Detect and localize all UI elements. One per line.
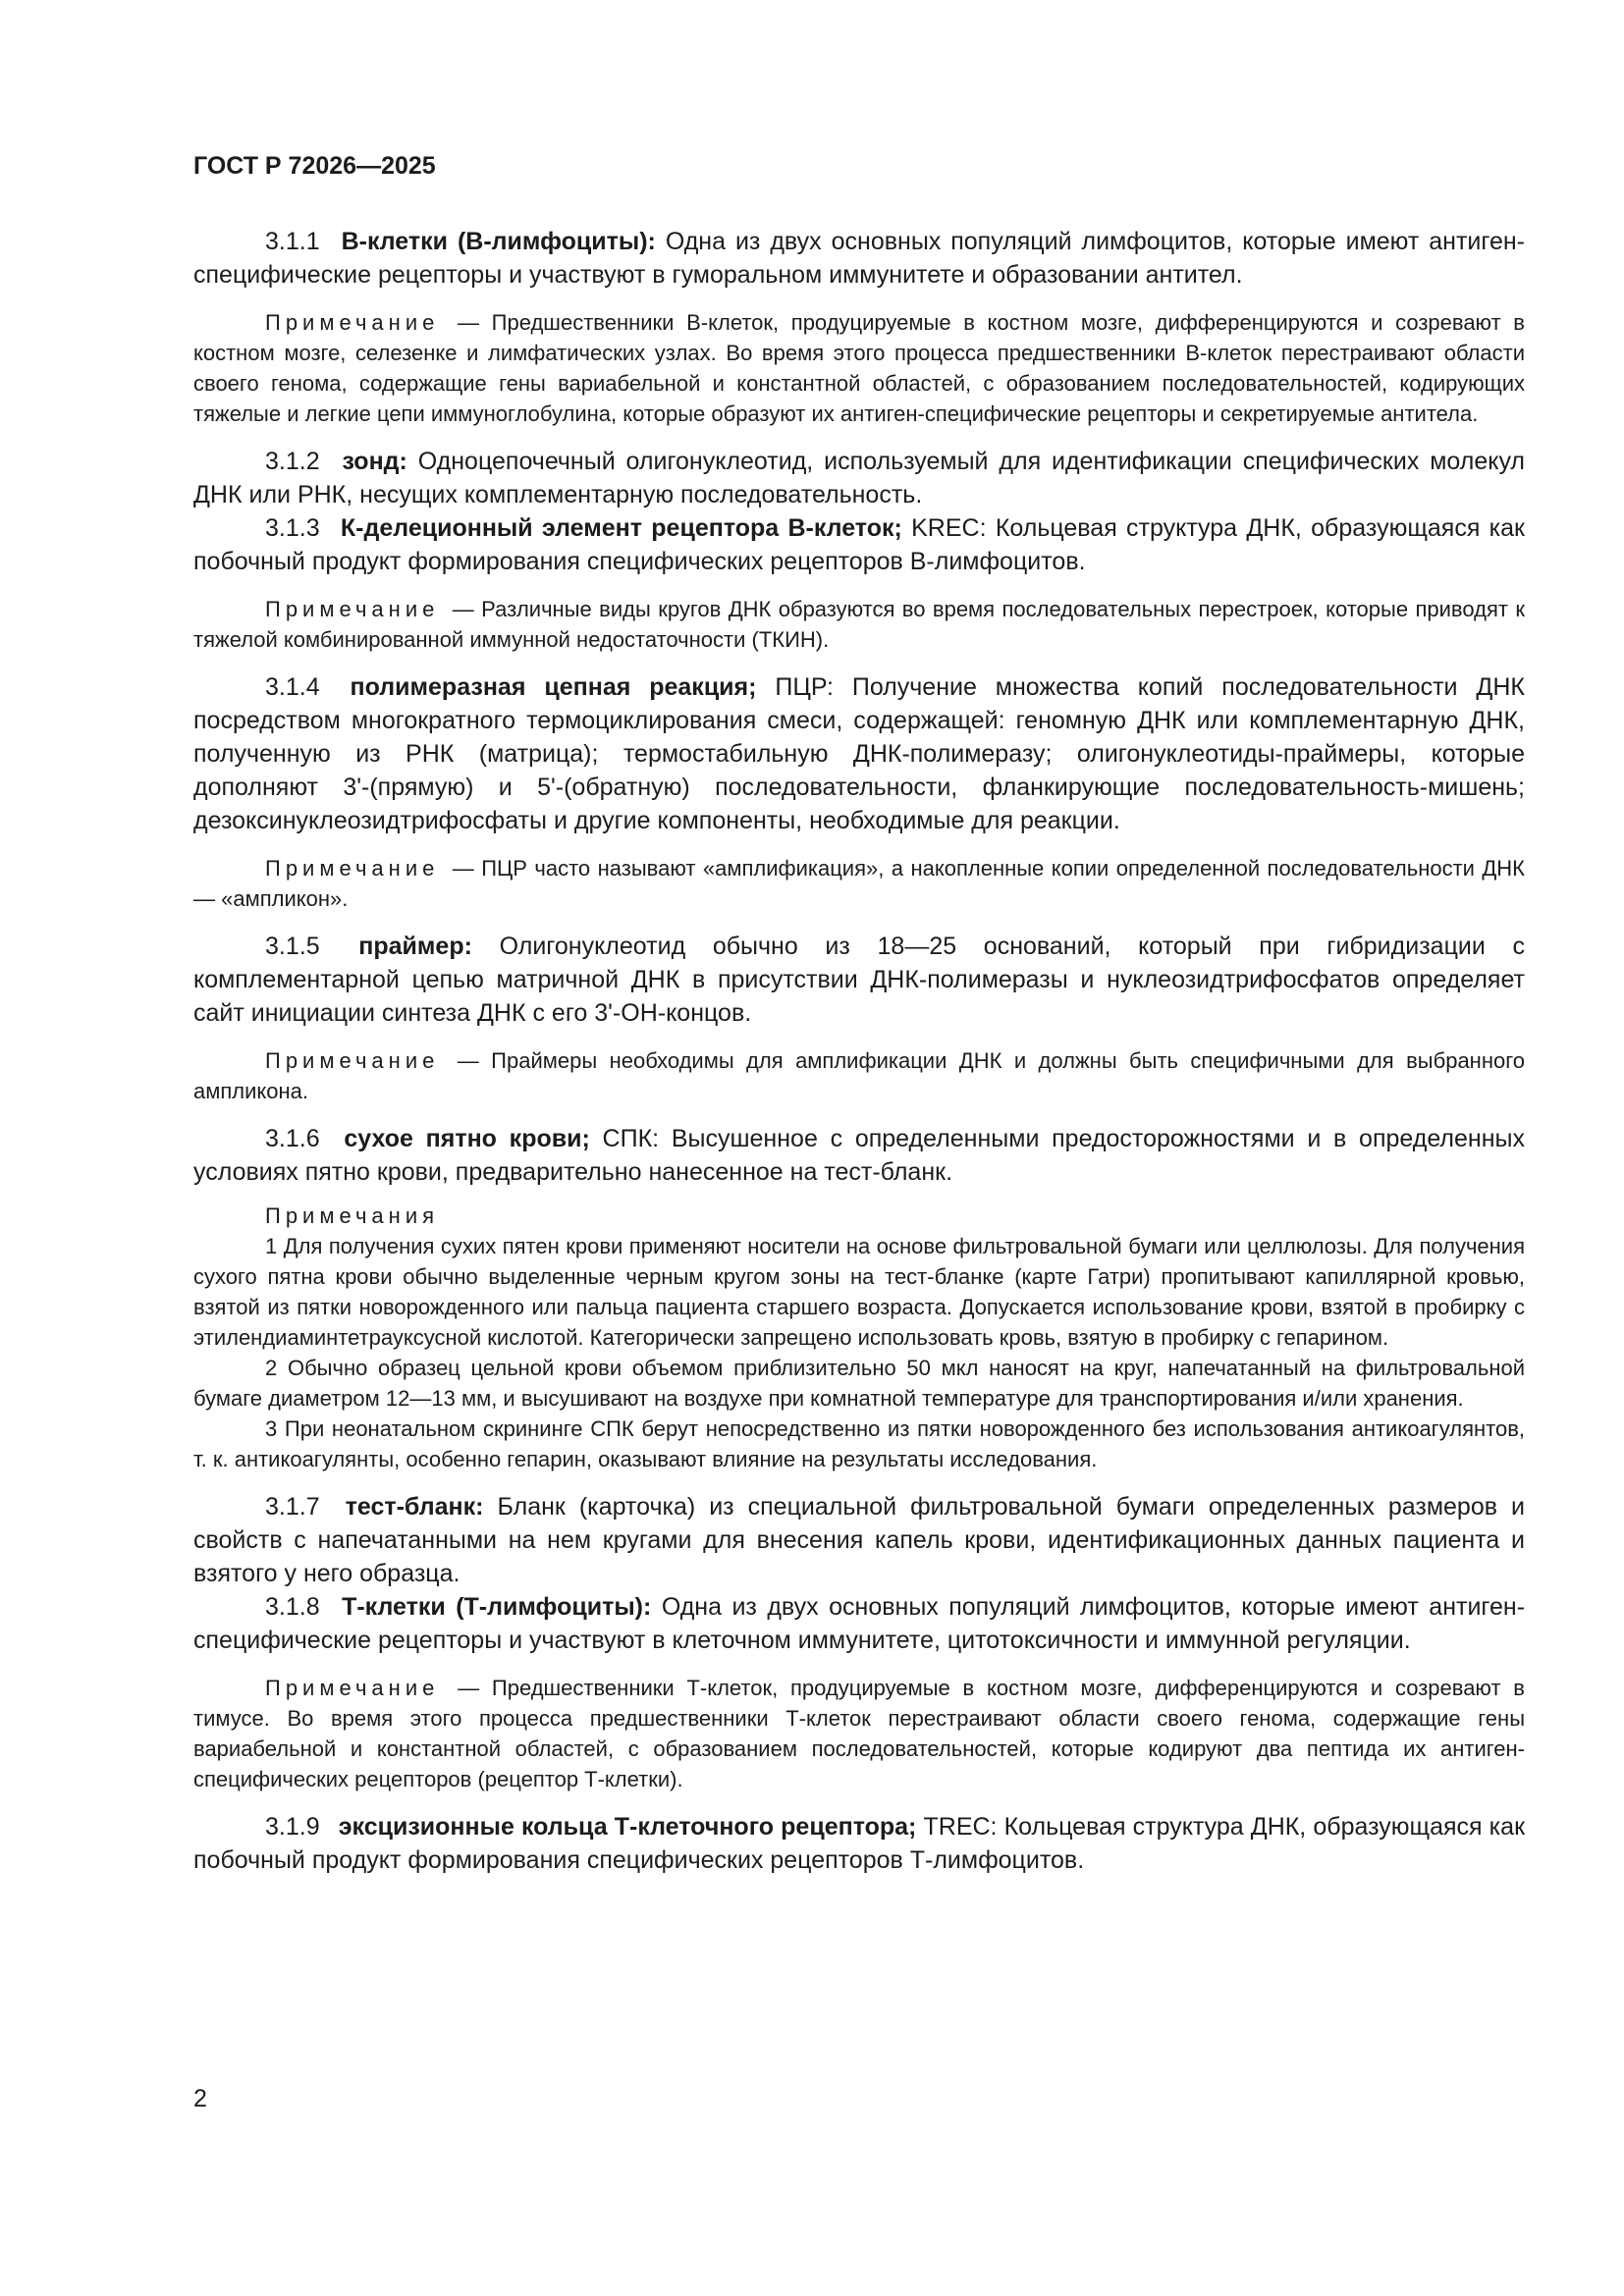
term-entry <box>193 511 1525 578</box>
term-number: 3.1.1 <box>265 228 320 255</box>
term-note <box>193 594 1525 655</box>
numbered-note: 3 При неонатальном скрининге СПК берут непосредственно из пятки новорожденного без использования антикоагулянтов, т. к. антикоагулянты, особенно гепарин, оказывают влияние на результаты исследования. <box>193 1416 1525 1471</box>
numbered-note: 1 Для получения сухих пятен крови применяют носители на основе фильтровальной бумаги или целлюлозы. Для получения сухого пятна крови обычно выделенные черным кругом зоны на тест-бланке (карте Гатри) пропитывают капиллярной кровью, взятой из пятки новорожденного или пальца пациента старшего возраста. Допускается использование крови, взятой в пробирку с этилендиаминтетрауксусной кислотой. Категорически запрещено использовать кровь, взятую в пробирку с гепарином. <box>193 1234 1525 1350</box>
page-number: 2 <box>193 2085 207 2112</box>
term-abbreviation: ПЦР: <box>775 673 834 701</box>
note-text: — Предшественники Т-клеток, продуцируемые в костном мозге, дифференцируются и созревают в тимусе. Во время этого процесса предшественники Т-клеток перестраивают области своего генома, содержащие гены вариабельной и константной областей, с образованием последовательностей, которые кодируют два пептида их антиген-специфических рецепторов (рецептор Т-клетки). <box>193 1676 1525 1791</box>
note-text: — ПЦР часто называют «амплификация», а накопленные копии определенной последовательности ДНК — «ампликон». <box>193 856 1525 911</box>
term-entry <box>193 445 1525 511</box>
term-entry <box>193 1122 1525 1189</box>
term-entry <box>193 930 1525 1030</box>
term-note <box>193 1673 1525 1794</box>
term-name: тест-бланк: <box>345 1493 484 1521</box>
numbered-note: 2 Обычно образец цельной крови объемом приблизительно 50 мкл наносят на круг, напечатанный на фильтровальной бумаге диаметром 12—13 мм, и высушивают на воздухе при комнатной температуре для транспортирования и/или хранения. <box>193 1356 1525 1411</box>
term-note <box>193 1045 1525 1106</box>
note-label: Примечание <box>265 310 440 335</box>
term-name: эксцизионные кольца Т-клеточного рецептора; <box>338 1813 917 1841</box>
term-number: 3.1.6 <box>265 1125 320 1152</box>
term-number: 3.1.2 <box>265 448 320 475</box>
note-text: — Предшественники В-клеток, продуцируемые в костном мозге, дифференцируются и созревают в костном мозге, селезенке и лимфатических узлах. Во время этого процесса предшественники В-клеток перестраивают области своего генома, содержащие гены вариабельной и константной областей, с образованием последовательностей, кодирующих тяжелые и легкие цепи иммуноглобулина, которые образуют их антиген-специфические рецепторы и секретируемые антитела. <box>193 310 1525 426</box>
note-label: Примечание <box>265 1048 440 1073</box>
document-header: ГОСТ Р 72026—2025 <box>193 152 436 180</box>
term-definition: Одноцепочечный олигонуклеотид, используемый для идентификации специфических молекул ДНК или РНК, несущих комплементарную последовательность. <box>193 448 1525 508</box>
term-entry <box>193 1590 1525 1657</box>
term-number: 3.1.8 <box>265 1593 320 1621</box>
term-name: полимеразная цепная реакция; <box>350 673 757 701</box>
term-entry <box>193 670 1525 837</box>
term-entry <box>193 225 1525 292</box>
term-name: Т-клетки (Т-лимфоциты): <box>342 1593 652 1621</box>
term-definition: Получение множества копий последовательности ДНК посредством многократного термоциклирования смеси, содержащей: геномную ДНК или комплементарную ДНК, полученную из РНК (матрица); термостабильную ДНК-полимеразу; олигонуклеотиды-праймеры, которые дополняют 3'-(прямую) и 5'-(обратную) последовательности, фланкирующие последовательность-мишень; дезоксинуклеозидтрифосфаты и другие компоненты, необходимые для реакции. <box>193 673 1525 834</box>
note-label: Примечание <box>265 856 440 881</box>
term-entry <box>193 1810 1525 1877</box>
notes-heading: Примечания <box>265 1203 440 1228</box>
term-number: 3.1.3 <box>265 514 320 542</box>
term-number: 3.1.5 <box>265 933 320 960</box>
term-abbreviation: TREC: <box>923 1813 998 1841</box>
term-definition: Олигонуклеотид обычно из 18—25 оснований, который при гибридизации с комплементарной цепью матричной ДНК в присутствии ДНК-полимеразы и нуклеозидтрифосфатов определяет сайт инициации синтеза ДНК с его 3'-ОН-концов. <box>193 933 1525 1027</box>
term-name: К-делеционный элемент рецептора В-клеток; <box>340 514 902 542</box>
term-definition: Бланк (карточка) из специальной фильтровальной бумаги определенных размеров и свойств с напечатанными на нем кругами для внесения капель крови, идентификационных данных пациента и взятого у него образца. <box>193 1493 1525 1587</box>
note-label: Примечание <box>265 1676 440 1700</box>
term-name: зонд: <box>342 448 407 475</box>
term-name: В-клетки (В-лимфоциты): <box>341 228 656 255</box>
term-note <box>193 853 1525 914</box>
term-name: праймер: <box>358 933 472 960</box>
note-text: — Праймеры необходимы для амплификации ДНК и должны быть специфичными для выбранного ампликона. <box>193 1048 1525 1103</box>
term-definition: Кольцевая структура ДНК, образующаяся как побочный продукт формирования специфических рецепторов Т-лимфоцитов. <box>193 1813 1526 1874</box>
term-definition: Кольцевая структура ДНК, образующаяся как побочный продукт формирования специфических рецепторов В-лимфоцитов. <box>193 514 1525 575</box>
term-abbreviation: KREC: <box>911 514 987 542</box>
term-entry <box>193 1490 1525 1590</box>
term-abbreviation: СПК: <box>602 1125 660 1152</box>
term-number: 3.1.4 <box>265 673 320 701</box>
term-number: 3.1.9 <box>265 1813 320 1841</box>
term-note <box>193 307 1525 429</box>
note-text: — Различные виды кругов ДНК образуются во время последовательных перестроек, которые приводят к тяжелой комбинированной иммунной недостаточности (ТКИН). <box>193 597 1525 652</box>
term-definition: Одна из двух основных популяций лимфоцитов, которые имеют антиген-специфические рецепторы и участвуют в клеточном иммунитете, цитотоксичности и иммунной регуляции. <box>193 1593 1526 1654</box>
terms-section <box>193 225 1525 1877</box>
note-label: Примечание <box>265 597 440 621</box>
term-definition: Одна из двух основных популяций лимфоцитов, которые имеют антиген-специфические рецепторы и участвуют в гуморальном иммунитете и образовании антител. <box>193 228 1525 289</box>
term-name: сухое пятно крови; <box>344 1125 590 1152</box>
term-definition: Высушенное с определенными предосторожностями и в определенных условиях пятно крови, предварительно нанесенное на тест-бланк. <box>193 1125 1525 1186</box>
term-number: 3.1.7 <box>265 1493 320 1521</box>
